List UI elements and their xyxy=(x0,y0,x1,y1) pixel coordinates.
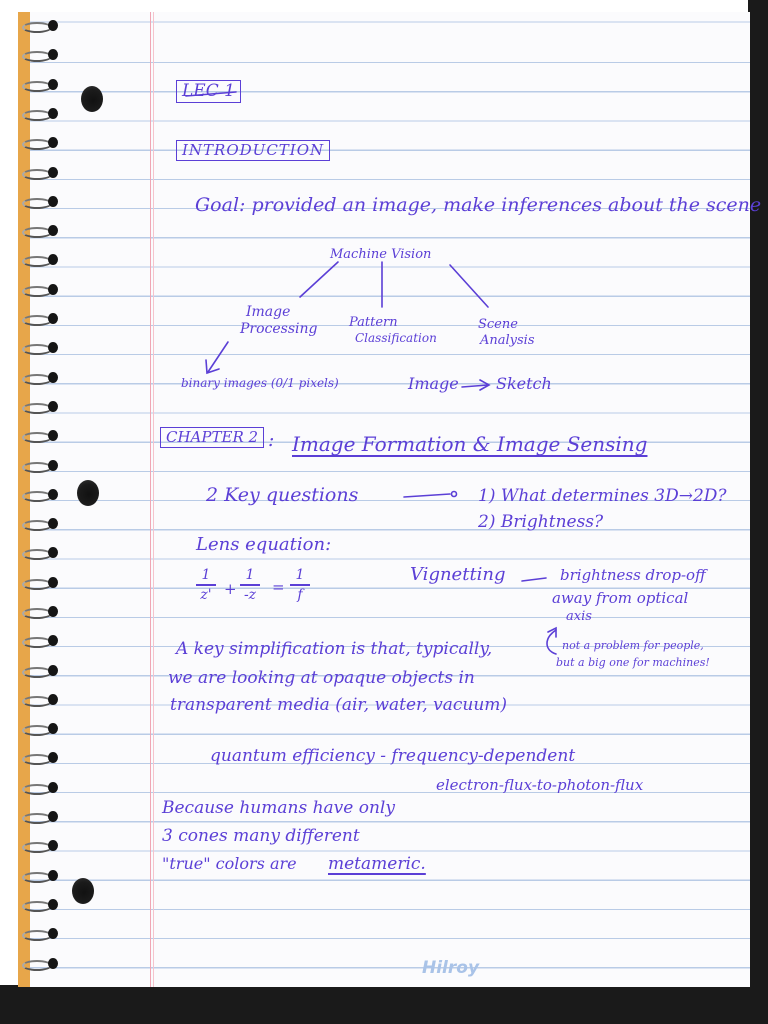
lens-d3: f xyxy=(297,586,303,603)
sketch-label: Sketch xyxy=(496,374,552,393)
chapter-title: Image Formation & Image Sensing xyxy=(292,432,648,456)
key-question-1: 1) What determines 3D→2D? xyxy=(478,486,727,506)
lens-n3: 1 xyxy=(295,567,305,583)
metameric-line-2: 3 cones many different xyxy=(162,826,360,846)
binary-images-note: binary images (0/1 pixels) xyxy=(181,376,339,390)
tree-branch-2-line1: Pattern xyxy=(349,315,398,330)
vignetting-def-1: brightness drop-off xyxy=(560,566,706,584)
lens-n1: 1 xyxy=(201,567,211,583)
key-questions-lead: 2 Key questions xyxy=(206,484,359,506)
tree-branch-2-line2: Classification xyxy=(355,331,437,345)
chapter-label-box xyxy=(160,427,264,448)
lens-equation-heading: Lens equation: xyxy=(196,534,332,555)
tree-branch-1-line1: Image xyxy=(246,304,291,320)
arrow-aside xyxy=(547,630,556,654)
lens-plus: + xyxy=(224,580,237,598)
arrow-key-questions xyxy=(404,494,450,497)
image-label: Image xyxy=(408,374,459,393)
simplification-line-3: transparent media (air, water, vacuum) xyxy=(170,695,508,715)
vignetting-def-3: axis xyxy=(566,609,592,624)
lens-fraction-2 xyxy=(240,568,260,602)
vignetting-aside-2: but a big one for machines! xyxy=(556,656,710,669)
arrow-key-questions-tip xyxy=(452,492,457,497)
simplification-line-1: A key simplification is that, typically, xyxy=(176,639,493,659)
tree-branch-3-line1: Scene xyxy=(478,317,518,332)
chapter-colon: : xyxy=(268,429,275,451)
arrow-vignetting xyxy=(522,578,546,581)
fraction-bar xyxy=(290,584,310,586)
metameric-term: metameric. xyxy=(328,854,426,874)
quantum-line-1: quantum efficiency - frequency-dependent xyxy=(210,746,576,766)
section-heading: INTRODUCTION xyxy=(182,141,325,159)
lens-fraction-1 xyxy=(196,568,216,602)
tree-root: Machine Vision xyxy=(330,247,432,262)
metameric-line-3a: "true" colors are xyxy=(162,854,297,873)
tree-line-left xyxy=(300,262,338,297)
arrow-image-sketch xyxy=(462,385,488,387)
lens-d1: z' xyxy=(200,586,212,603)
lens-fraction-3 xyxy=(290,568,310,602)
lens-equals: = xyxy=(272,578,285,596)
lens-n2: 1 xyxy=(245,567,255,583)
notebook-brand: Hilroy xyxy=(422,958,480,978)
tree-branch-1-line2: Processing xyxy=(240,321,318,337)
vignetting-term: Vignetting xyxy=(410,564,506,585)
vignetting-def-2: away from optical xyxy=(552,589,689,607)
lens-d2: -z xyxy=(243,586,257,603)
fraction-bar xyxy=(196,584,216,586)
fraction-bar xyxy=(240,584,260,586)
metameric-line-1: Because humans have only xyxy=(162,798,395,818)
quantum-line-2: electron-flux-to-photon-flux xyxy=(436,776,644,794)
lecture-label-box xyxy=(176,80,241,103)
section-heading-box xyxy=(176,140,330,161)
tree-line-right xyxy=(450,265,488,307)
key-question-2: 2) Brightness? xyxy=(478,512,604,532)
lecture-label: LEC 1 xyxy=(182,81,235,101)
vignetting-aside-1: not a problem for people, xyxy=(562,639,704,652)
simplification-line-2: we are looking at opaque objects in xyxy=(168,668,475,688)
chapter-label: CHAPTER 2 xyxy=(166,428,259,446)
goal-statement: Goal: provided an image, make inferences about the scene xyxy=(195,194,762,216)
tree-branch-3-line2: Analysis xyxy=(480,333,535,348)
arrow-to-binary xyxy=(208,342,228,372)
